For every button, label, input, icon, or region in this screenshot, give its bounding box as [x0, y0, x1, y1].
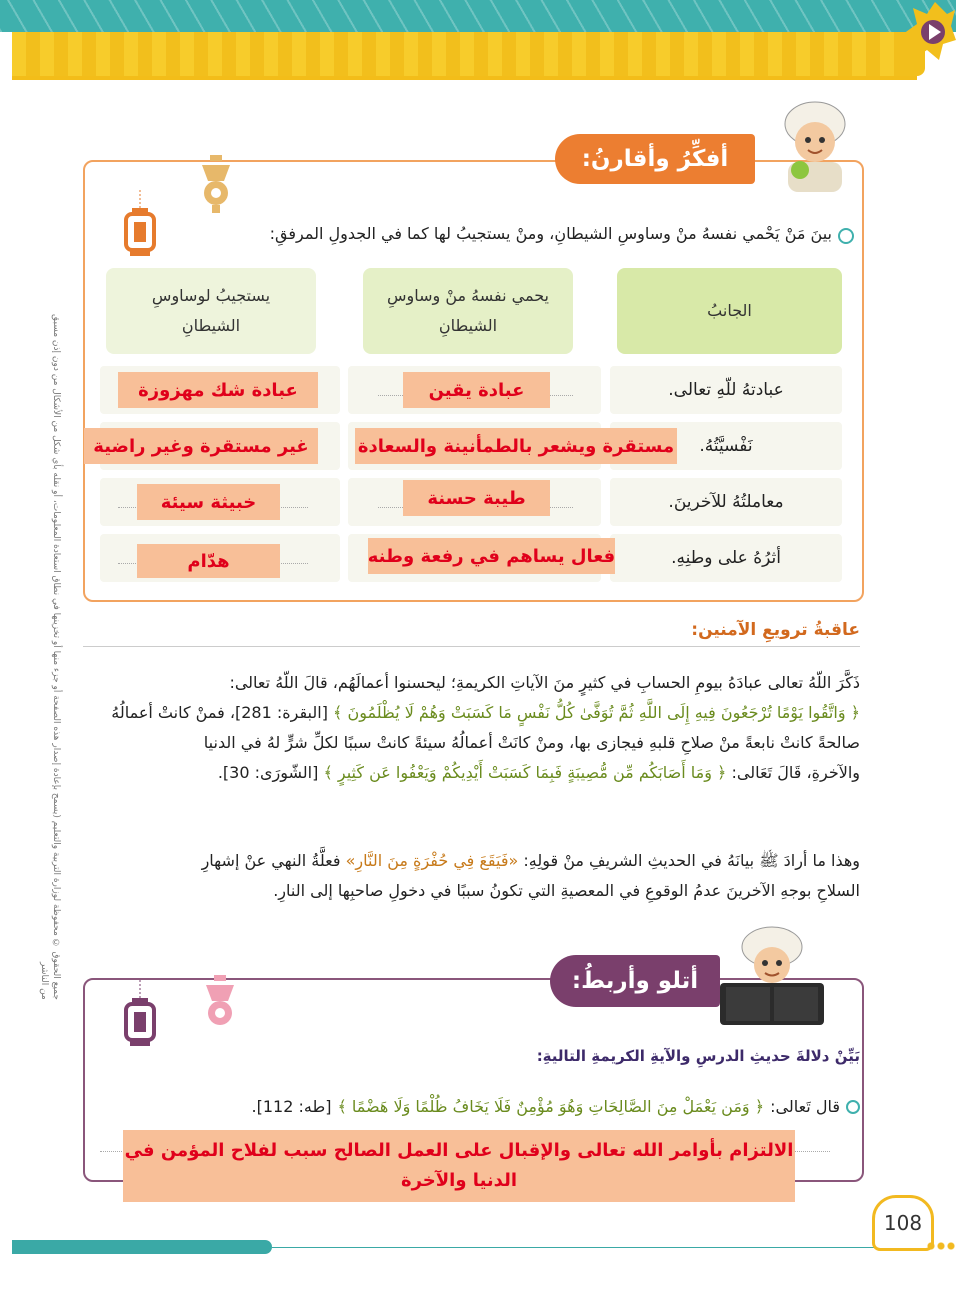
answer-protects-1: عبادة يقين [403, 372, 550, 408]
row-aspect-3: معاملتُهُ للآخرينَ. [610, 478, 842, 526]
page-number: 108 [872, 1195, 934, 1251]
answer-protects-3: طيبة حسنة [403, 480, 550, 516]
answer-responds-2: غير مستقرة وغير راضية [84, 428, 318, 464]
section-divider [83, 646, 860, 647]
lantern-icon [120, 980, 160, 1055]
activity2-prompt: بَيِّنْ دلالةَ حديثِ الدرسِ والآيةِ الكريمةِ التاليةِ: [536, 1047, 860, 1065]
yellow-band [12, 32, 917, 80]
answer-protects-4: فعال يساهم في رفعة وطنه [368, 538, 615, 574]
activity-prompt: بينَ مَنْ يَحْمي نفسهُ منْ وساوسِ الشيطانِ، ومنْ يستجيبُ لها كما في الجدولِ المرفقِ: [269, 224, 832, 243]
activity-tag-recite-link: أتلو وأربطُ: [550, 955, 720, 1007]
boy-character-icon [770, 96, 860, 192]
header-aspect: الجانبُ [617, 268, 842, 354]
footer-line [272, 1247, 912, 1248]
activity2-verse-line: قال تَعالى: ﴿ وَمَن يَعْمَلْ مِنَ الصَّالِحَاتِ وَهُوَ مُؤْمِنٌ فَلَا يَخَافُ ظُلْمًا وَلَا هَضْمًا ﴾ [طه: 112]. [252, 1097, 860, 1116]
header-protects: يحمي نفسهُ منْ وساوسِ الشيطانِ [363, 268, 573, 354]
quran-verse-2: ﴿ وَمَا أَصَابَكُم مِّن مُّصِيبَةٍ فَبِمَا كَسَبَتْ أَيْدِيكُمْ وَيَعْفُوا عَن كَثِيرٍ ﴾ [323, 763, 727, 782]
row-aspect-4: أثرُهُ على وطنِهِ. [610, 534, 842, 582]
hadith-quote: «فَيَقَعَ فِي حُفْرَةٍ مِنَ النَّارِ» [345, 851, 519, 870]
boy-with-book-icon [712, 925, 830, 1035]
copyright-note: جميع الحقوق © محفوظة لوزارة التربية والتعليم (يسمح بإعادة إصدار هذه الصفحة أو جزء منها أو تخزينها في نطاق استعادة المعلومات، أو نقله بأي شكل من الأشكال من دون إذن مسبق من الناشر [39, 314, 61, 1000]
answer-responds-4: هدّام [137, 544, 280, 578]
activity-tag-think-compare: أفكِّرُ وأقارنُ: [555, 134, 755, 184]
bullet-icon [846, 1100, 860, 1114]
bullet-icon [838, 228, 854, 244]
hanging-lamp-icon [196, 155, 236, 215]
activity2-answer: الالتزام بأوامر الله تعالى والإقبال على العمل الصالح سبب لفلاح المؤمن في الدنيا والآخرة [123, 1130, 795, 1202]
lantern-icon [120, 190, 160, 265]
answer-protects-2: مستقرة ويشعر بالطمأنينة والسعادة [355, 428, 677, 464]
paragraph-2: وهذا ما أرادَ ﷺ بيانَهُ في الحديثِ الشريفِ منْ قولِهِ: «فَيَقَعَ فِي حُفْرَةٍ مِنَ النَّارِ» فعلَّةُ النهي عنْ إشهارِ السلاحِ بوجهِ الآخرينَ عدمُ الوقوعِ في المعصيةِ التي تكونُ سببًا في دخولِ صاحبِها إلى النارِ. [201, 851, 860, 900]
star-ornament-icon [895, 0, 956, 66]
top-banner-pattern [0, 0, 956, 32]
row-aspect-1: عبادتهُ للّهِ تعالى. [610, 366, 842, 414]
quran-verse-3: ﴿ وَمَن يَعْمَلْ مِنَ الصَّالِحَاتِ وَهُوَ مُؤْمِنٌ فَلَا يَخَافُ ظُلْمًا وَلَا هَضْمًا ﴾ [337, 1097, 765, 1116]
row-aspect-2: نَفْسيَّتُهُ. [610, 422, 842, 470]
paragraph-1: ذَكَّرَ اللّهُ تعالى عبادَهُ بيومِ الحسابِ في كثيرٍ منَ الآياتِ الكريمةِ؛ ليحسنوا أعمالَهُم، قالَ اللّهُ تعالى: ﴿ وَاتَّقُوا يَوْمًا تُرْجَعُونَ فِيهِ إِلَى اللَّهِ ثُمَّ تُوَفَّىٰ كُلُّ نَفْسٍ مَا كَسَبَتْ وَهُمْ لَا يُظْلَمُونَ ﴾ [البقرة: 281]، فمنْ كانتْ أعمالُهُ صالحةً كانتْ نابعةً منْ صلاحِ قلبهِ فيجازى بها، ومنْ كانَتْ أعمالُهُ سيئةً كانتْ سببًا لكلِّ شرٍّ لهُ في الدنيا والآخرةِ، قَالَ تَعَالى: ﴿ وَمَا أَصَابَكُم مِّن مُّصِيبَةٍ فَبِمَا كَسَبَتْ أَيْدِيكُمْ وَيَعْفُوا عَن كَثِيرٍ ﴾ [الشّورَى: 30]. [111, 673, 860, 782]
answer-responds-1: عبادة شك مهزوزة [118, 372, 318, 408]
quran-verse-1: ﴿ وَاتَّقُوا يَوْمًا تُرْجَعُونَ فِيهِ إِلَى اللَّهِ ثُمَّ تُوَفَّىٰ كُلُّ نَفْسٍ مَا كَسَبَتْ وَهُمْ لَا يُظْلَمُونَ ﴾ [333, 703, 860, 722]
header-responds: يستجيبُ لوساوسِ الشيطانِ [106, 268, 316, 354]
hanging-lamp-icon [200, 975, 240, 1035]
section-title: عاقبةُ ترويعِ الآمنين: [691, 620, 860, 640]
footer-bar [12, 1240, 272, 1254]
answer-responds-3: خبيثة سيئة [137, 484, 280, 520]
footer-dots [926, 1240, 956, 1252]
